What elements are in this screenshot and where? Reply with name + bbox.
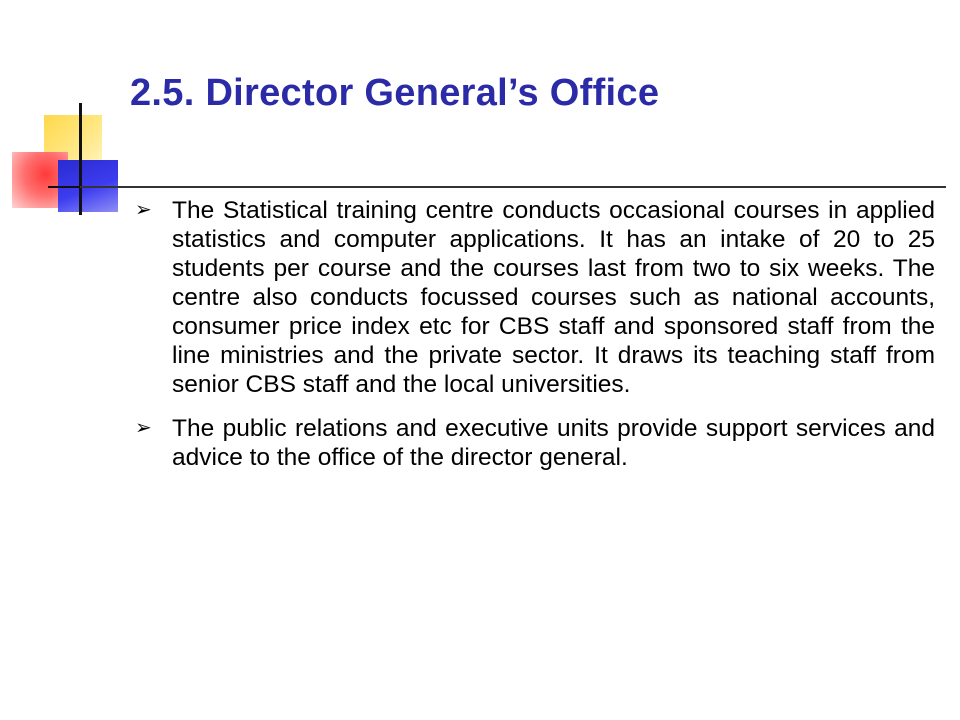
bullet-text: The Statistical training centre conducts occasional courses in applied statistics and computer applications. It has an intake of 20 to 25 students per course and the courses last from two to six weeks. The centre also conducts focussed courses such as national accounts, consumer price index etc for CBS staff and sponsored staff from the line ministries and the private sector. It draws its teaching staff from senior CBS staff and the local universities. [172,197,935,398]
bullet-text: The public relations and executive units provide support services and advice to the office of the director general. [172,415,935,471]
title-underline-rule [80,186,946,188]
bullet-item-public-relations [135,414,935,472]
bullet-item-training-centre [135,196,935,399]
slide-title: 2.5. Director General’s Office [130,72,660,114]
arrow-bullet-icon: ➢ [135,199,152,221]
bullet-list [135,196,935,487]
vertical-line-decoration [79,103,82,215]
decorative-squares-logo [0,0,140,230]
arrow-bullet-icon: ➢ [135,417,152,439]
